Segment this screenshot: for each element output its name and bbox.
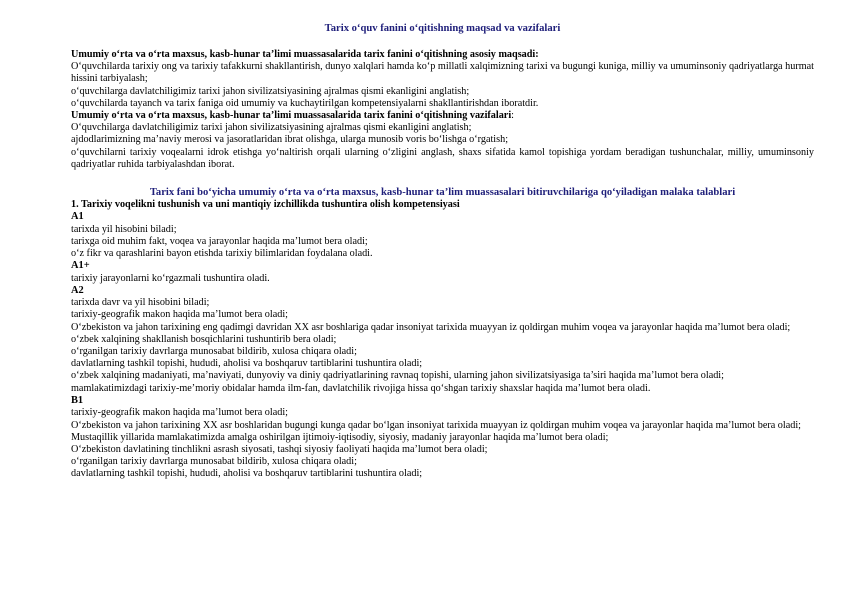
level-item: tarixiy-geografik makon haqida ma’lumot bera oladi; <box>71 309 288 321</box>
task-item: o‘quvchilarni tarixiy voqealarni idrok etishga yo‘naltirish orqali ularning o‘zligini anglash, shaxs sifatida kamol topishiga yordam beradigan tushunchalar, milliy, umuminsoniy qadriyatlar ruhida tarbiyalashdan iborat. <box>71 146 814 170</box>
level-item: Mustaqillik yillarida mamlakatimizda amalga oshirilgan ijtimoiy-iqtisodiy, siyosiy, madaniy jarayonlar haqida ma’lumot bera oladi; <box>71 431 609 443</box>
level-a2 <box>71 285 814 395</box>
level-item: o‘zbek xalqining madaniyati, ma’naviyati, dunyoviy va diniy qadriyatlarining ravnaq topishi, ularning jahon sivilizatsiyasiga ta’siri haqida ma’lumot bera oladi; <box>71 370 724 382</box>
level-label: A1+ <box>71 260 90 272</box>
level-item: davlatlarning tashkil topishi, hududi, aholisi va boshqaruv tartiblarini tushuntira oladi; <box>71 468 423 480</box>
task-item: O‘quvchilarga davlatchiligimiz tarixi jahon sivilizatsiyasining ajralmas qismi ekanligini anglatish; <box>71 122 472 134</box>
requirements-heading: Tarix fani bo‘yicha umumiy o‘rta va o‘rta maxsus, kasb-hunar ta’lim muassasalari bitiruvchilariga qo‘yiladigan malaka talablari <box>149 187 736 199</box>
document-title: Tarix o‘quv fanini o‘qitishning maqsad va vazifalari <box>324 23 561 34</box>
goal-item: O‘quvchilarda tarixiy ong va tarixiy tafakkurni shakllantirish, dunyo xalqlari hamda ko‘p millatli xalqimizning tarixi va bugungi kuniga, milliy va umuminsoniy qadriyatlarga hurmat hissini tarbiyalash; <box>71 61 814 85</box>
tasks-heading-line <box>71 110 814 122</box>
level-item: tarixiy-geografik makon haqida ma’lumot bera oladi; <box>71 407 288 419</box>
goal-item: o‘quvchilarga davlatchiligimiz tarixi jahon sivilizatsiyasining ajralmas qismi ekanligini anglatish; <box>71 85 470 97</box>
level-item: O‘zbekiston va jahon tarixining XX asr boshlaridan bugungi kunga qadar bo‘lgan insoniyat tarixida muayyan iz qoldirgan muhim voqea va jarayonlar haqida ma’lumot bera oladi; <box>71 419 802 431</box>
level-b1 <box>71 395 814 481</box>
goals-list <box>71 61 814 110</box>
level-a1-plus <box>71 260 814 285</box>
tasks-heading: Umumiy o‘rta va o‘rta maxsus, kasb-hunar ta’limi muassasalarida tarix fanini o‘qitishning vazifalari <box>71 110 512 122</box>
level-a1 <box>71 211 814 260</box>
level-item: tarixda davr va yil hisobini biladi; <box>71 297 210 309</box>
level-item: tarixiy jarayonlarni ko‘rgazmali tushuntira oladi. <box>71 272 270 284</box>
tasks-heading-colon: : <box>511 110 515 122</box>
level-item: o‘z fikr va qarashlarini bayon etishda tarixiy bilimlaridan foydalana oladi. <box>71 248 373 260</box>
tasks-list <box>71 122 814 171</box>
level-label: A2 <box>71 284 84 296</box>
task-item: ajdodlarimizning ma’naviy merosi va jasoratlaridan ibrat olishga, ularga munosib voris bo‘lishga o‘rgatish; <box>71 134 509 146</box>
level-label: A1 <box>71 211 84 223</box>
level-item: O‘zbekiston va jahon tarixining eng qadimgi davridan XX asr boshlariga qadar insoniyat tarixida muayyan iz qoldirgan muhim voqea va jarayonlar haqida ma’lumot bera oladi; <box>71 321 791 333</box>
level-item: o‘rganilgan tarixiy davrlarga munosabat bildirib, xulosa chiqara oladi; <box>71 456 357 468</box>
level-item: tarixga oid muhim fakt, voqea va jarayonlar haqida ma’lumot bera oladi; <box>71 235 368 247</box>
level-item: davlatlarning tashkil topishi, hududi, aholisi va boshqaruv tartiblarini tushuntira oladi; <box>71 358 423 370</box>
level-item: mamlakatimizdagi tarixiy-me’moriy obidalar hamda ilm-fan, davlatchilik rivojiga hissa qo‘shgan tarixiy shaxslar haqida ma’lumot bera oladi. <box>71 382 651 394</box>
level-item: tarixda yil hisobini biladi; <box>71 223 177 235</box>
level-item: O‘zbekiston davlatining tinchlikni asrash siyosati, tashqi siyosiy faoliyati haqida ma’lumot bera oladi; <box>71 443 488 455</box>
level-item: o‘rganilgan tarixiy davrlarga munosabat bildirib, xulosa chiqara oladi; <box>71 346 357 358</box>
goal-item: o‘quvchilarda tayanch va tarix faniga oid umumiy va kuchaytirilgan kompetensiyalarni shakllantirishdan iboratdir. <box>71 97 539 109</box>
competency-title: 1. Tarixiy voqelikni tushunish va uni mantiqiy izchillikda tushuntira olish kompetensiyasi <box>71 199 460 211</box>
goals-heading: Umumiy o‘rta va o‘rta maxsus, kasb-hunar ta’limi muassasalarida tarix fanini o‘qitishning asosiy maqsadi: <box>71 49 539 60</box>
level-item: o‘zbek xalqining shakllanish bosqichlarini tushuntirib bera oladi; <box>71 333 337 345</box>
level-label: B1 <box>71 394 84 406</box>
